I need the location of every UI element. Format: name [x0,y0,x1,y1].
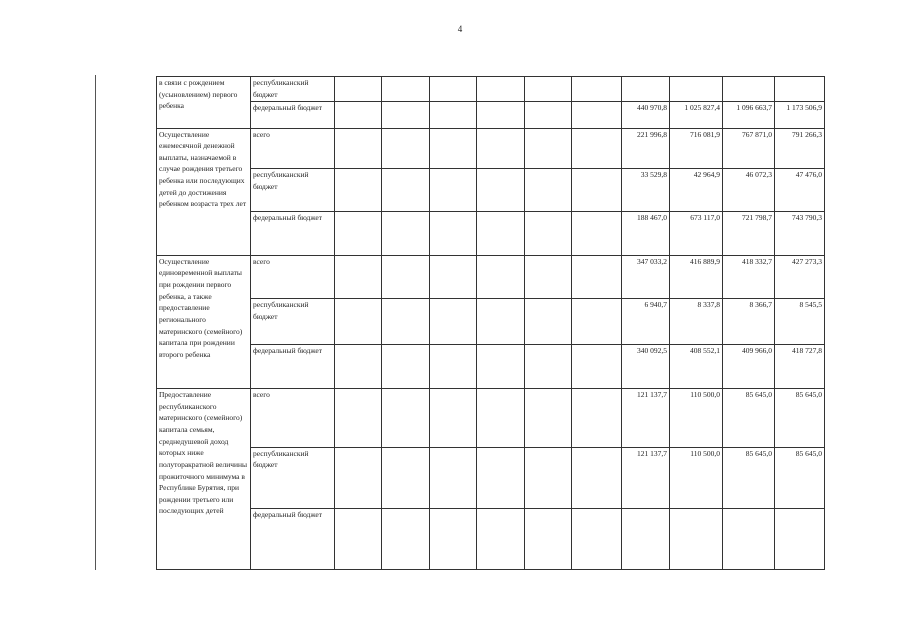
table-row [157,447,825,509]
activity-cell: Осуществление единовременной выплаты при рождении первого ребенка, а также предоставление регионального материнского (семейного) капитала при рождении второго ребенка [157,255,251,388]
empty-cell [477,255,525,298]
empty-cell [525,102,572,128]
funding-source-cell: республиканский бюджет [251,168,335,211]
empty-cell [382,344,430,388]
table-row [157,344,825,388]
table-row [157,168,825,211]
empty-cell [430,102,477,128]
funding-source-cell: республиканский бюджет [251,299,335,344]
empty-cell [335,255,382,298]
empty-cell [572,212,622,255]
value-cell: 340 092,5 [622,344,670,388]
value-cell: 409 966,0 [723,344,775,388]
value-cell: 85 645,0 [775,447,825,509]
table-row [157,509,825,570]
funding-source-cell: всего [251,128,335,168]
empty-cell [430,128,477,168]
empty-cell [382,447,430,509]
empty-cell [477,509,525,570]
empty-cell [525,255,572,298]
value-cell: 6 940,7 [622,299,670,344]
empty-cell [382,299,430,344]
value-cell: 85 645,0 [723,389,775,448]
empty-cell [382,389,430,448]
empty-cell [572,509,622,570]
funding-source-cell: всего [251,255,335,298]
empty-cell [430,168,477,211]
value-cell: 767 871,0 [723,128,775,168]
value-cell: 427 273,3 [775,255,825,298]
empty-cell [477,102,525,128]
value-cell: 416 889,9 [670,255,723,298]
table-row [157,77,825,102]
value-cell: 8 337,8 [670,299,723,344]
empty-cell [525,344,572,388]
empty-cell [382,255,430,298]
page-number: 4 [457,24,463,34]
value-cell: 110 500,0 [670,447,723,509]
empty-cell [525,212,572,255]
empty-cell [477,212,525,255]
empty-cell [382,212,430,255]
value-cell [775,77,825,102]
empty-cell [382,168,430,211]
funding-source-cell: федеральный бюджет [251,102,335,128]
table-row [157,128,825,168]
activity-cell: в связи с рождением (усыновлением) первого ребенка [157,77,251,129]
funding-source-cell: республиканский бюджет [251,447,335,509]
empty-cell [335,168,382,211]
value-cell [775,509,825,570]
empty-cell [335,77,382,102]
funding-source-cell: всего [251,389,335,448]
value-cell [670,509,723,570]
empty-cell [525,128,572,168]
empty-cell [382,509,430,570]
value-cell: 85 645,0 [775,389,825,448]
value-cell: 440 970,8 [622,102,670,128]
empty-cell [430,447,477,509]
empty-cell [477,168,525,211]
empty-cell [335,344,382,388]
funding-source-cell: республиканский бюджет [251,77,335,102]
value-cell: 8 545,5 [775,299,825,344]
empty-cell [572,168,622,211]
empty-cell [382,77,430,102]
value-cell: 8 366,7 [723,299,775,344]
margin-line [95,75,96,570]
value-cell [723,509,775,570]
value-cell: 791 266,3 [775,128,825,168]
empty-cell [572,128,622,168]
value-cell: 42 964,9 [670,168,723,211]
empty-cell [525,447,572,509]
empty-cell [572,255,622,298]
empty-cell [335,212,382,255]
value-cell: 121 137,7 [622,447,670,509]
value-cell: 743 790,3 [775,212,825,255]
empty-cell [572,344,622,388]
table-row [157,212,825,255]
empty-cell [477,77,525,102]
empty-cell [335,299,382,344]
empty-cell [430,212,477,255]
empty-cell [430,389,477,448]
value-cell: 221 996,8 [622,128,670,168]
empty-cell [525,77,572,102]
value-cell: 721 798,7 [723,212,775,255]
table-row [157,255,825,298]
value-cell: 188 467,0 [622,212,670,255]
funding-source-cell: федеральный бюджет [251,509,335,570]
empty-cell [335,102,382,128]
empty-cell [572,389,622,448]
empty-cell [335,509,382,570]
value-cell [622,77,670,102]
table-body [157,77,825,570]
empty-cell [382,128,430,168]
activity-cell: Осуществление ежемесячной денежной выплаты, назначаемой в случае рождения третьего ребенка или последующих детей до достижения ребенком возраста трех лет [157,128,251,255]
value-cell: 673 117,0 [670,212,723,255]
value-cell [622,509,670,570]
empty-cell [477,344,525,388]
empty-cell [335,389,382,448]
value-cell: 47 476,0 [775,168,825,211]
funding-source-cell: федеральный бюджет [251,344,335,388]
value-cell: 1 173 506,9 [775,102,825,128]
empty-cell [477,447,525,509]
activity-cell: Предоставление республиканского материнского (семейного) капитала семьям, среднедушевой доход которых ниже полуторакратной величины прожиточного минимума в Республике Бурятия, при рождении третьего или последующих детей [157,389,251,570]
empty-cell [572,102,622,128]
table-row [157,102,825,128]
value-cell: 46 072,3 [723,168,775,211]
value-cell: 85 645,0 [723,447,775,509]
value-cell: 1 025 827,4 [670,102,723,128]
empty-cell [477,128,525,168]
value-cell: 347 033,2 [622,255,670,298]
empty-cell [477,299,525,344]
empty-cell [430,255,477,298]
empty-cell [572,447,622,509]
empty-cell [525,299,572,344]
value-cell: 716 081,9 [670,128,723,168]
value-cell [670,77,723,102]
table-row [157,299,825,344]
value-cell: 33 529,8 [622,168,670,211]
table-row [157,389,825,448]
empty-cell [572,77,622,102]
empty-cell [335,128,382,168]
empty-cell [525,509,572,570]
value-cell: 121 137,7 [622,389,670,448]
empty-cell [430,509,477,570]
value-cell: 110 500,0 [670,389,723,448]
empty-cell [477,389,525,448]
funding-source-cell: федеральный бюджет [251,212,335,255]
empty-cell [525,168,572,211]
empty-cell [335,447,382,509]
value-cell: 1 096 663,7 [723,102,775,128]
budget-table [156,76,825,570]
empty-cell [525,389,572,448]
value-cell [723,77,775,102]
value-cell: 418 727,8 [775,344,825,388]
empty-cell [430,77,477,102]
value-cell: 418 332,7 [723,255,775,298]
empty-cell [430,344,477,388]
empty-cell [572,299,622,344]
value-cell: 408 552,1 [670,344,723,388]
empty-cell [382,102,430,128]
empty-cell [430,299,477,344]
